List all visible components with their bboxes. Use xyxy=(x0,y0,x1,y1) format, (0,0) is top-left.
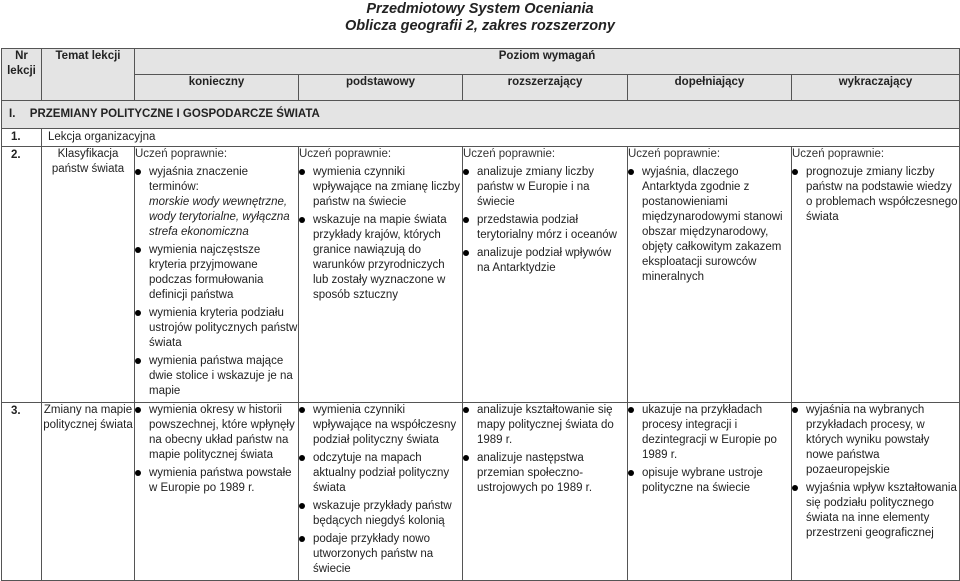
lead-text: Uczeń poprawnie: xyxy=(792,148,885,160)
list-item: wyjaśnia na wybranych przykładach procesy, w których wyniku powstały nowe państwa pozaeuropejskie xyxy=(792,403,959,478)
header-level-wykraczajacy: wykraczający xyxy=(792,75,960,101)
lesson-2-wykraczajacy xyxy=(792,147,960,403)
list-item: ukazuje na przykładach procesy integracji i dezintegracji w Europie po 1989 r. xyxy=(628,403,791,463)
document-subtitle: Oblicza geografii 2, zakres rozszerzony xyxy=(345,18,615,34)
list-item: opisuje wybrane ustroje polityczne na świecie xyxy=(628,466,791,496)
lesson-3-number: 3. xyxy=(2,403,42,581)
bullet-icon xyxy=(463,169,469,175)
list-item: wyjaśnia, dlaczego Antarktyda zgodnie z postanowieniami międzynarodowymi stanowi obszar międzynarodowy, objęty całkowitym zakazem eksploatacji surowców mineralnych xyxy=(628,165,791,285)
header-level-dopelniajacy: dopełniający xyxy=(628,75,792,101)
lesson-3-topic: Zmiany na mapie politycznej świata xyxy=(42,403,135,581)
header-level-rozszerzajacy: rozszerzający xyxy=(463,75,628,101)
list-item: wymienia najczęstsze kryteria przyjmowane podczas formułowania definicji państwa xyxy=(135,243,298,303)
lesson-3-rozszerzajacy xyxy=(463,403,628,581)
bullet-icon xyxy=(135,407,141,413)
bullet-icon xyxy=(299,169,305,175)
bullet-icon xyxy=(299,217,305,223)
lead-text: Uczeń poprawnie: xyxy=(628,148,721,160)
bullet-icon xyxy=(299,536,305,542)
list-item: wyjaśnia wpływ kształtowania się podziału politycznego świata na inne elementy przestrzeni geograficznej xyxy=(792,481,959,541)
section-row xyxy=(2,101,960,129)
bullet-icon xyxy=(135,169,141,175)
lead-text: Uczeń poprawnie: xyxy=(299,148,392,160)
table-row-lesson-3 xyxy=(2,403,960,581)
header-topic: Temat lekcji xyxy=(42,49,135,101)
bullet-icon xyxy=(463,250,469,256)
bullet-icon xyxy=(792,169,798,175)
lesson-3-wykraczajacy xyxy=(792,403,960,581)
bullet-icon xyxy=(628,407,634,413)
lesson-3-dopelniajacy xyxy=(628,403,792,581)
table-row-lesson-1 xyxy=(2,129,960,147)
lesson-2-podstawowy xyxy=(299,147,463,403)
list-item: wyjaśnia znaczenie terminów: morskie wody wewnętrzne, wody terytorialne, wyłączna strefa ekonomiczna xyxy=(135,165,298,240)
bullet-icon xyxy=(792,407,798,413)
section-label: I. xyxy=(9,108,16,120)
bullet-icon xyxy=(628,470,634,476)
lesson-2-rozszerzajacy xyxy=(463,147,628,403)
bullet-icon xyxy=(135,358,141,364)
list-item: wymienia kryteria podziału ustrojów politycznych państw świata xyxy=(135,306,298,351)
bullet-icon xyxy=(463,455,469,461)
bullet-icon xyxy=(135,470,141,476)
lesson-3-konieczny xyxy=(135,403,299,581)
list-item: odczytuje na mapach aktualny podział polityczny świata xyxy=(299,451,462,496)
lead-text: Uczeń poprawnie: xyxy=(463,148,556,160)
bullet-icon xyxy=(463,407,469,413)
header-row-levels xyxy=(2,75,960,101)
list-item: analizuje kształtowanie się mapy politycznej świata do 1989 r. xyxy=(463,403,627,448)
list-item: analizuje podział wpływów na Antarktydzie xyxy=(463,246,627,276)
bullet-icon xyxy=(299,503,305,509)
terms-text: morskie wody wewnętrzne, wody terytorialne, wyłączna strefa ekonomiczna xyxy=(149,196,290,238)
lesson-2-konieczny xyxy=(135,147,299,403)
bullet-icon xyxy=(463,217,469,223)
bullet-icon xyxy=(299,407,305,413)
lesson-2-dopelniajacy xyxy=(628,147,792,403)
bullet-icon xyxy=(628,169,634,175)
lesson-2-topic: Klasyfikacja państw świata xyxy=(42,147,135,403)
list-item: wymienia czynniki wpływające na współczesny podział polityczny świata xyxy=(299,403,462,448)
document-title: Przedmiotowy System Oceniania xyxy=(366,1,594,17)
list-item: prognozuje zmiany liczby państw na podstawie wiedzy o problemach współczesnego świata xyxy=(792,165,959,225)
requirements-table xyxy=(1,48,960,581)
list-item: wskazuje na mapie świata przykłady krajów, których granice nawiązują do warunków przyrodniczych lub zostały wyznaczone w sposób sztuczny xyxy=(299,213,462,303)
list-item: analizuje zmiany liczby państw w Europie i na świecie xyxy=(463,165,627,210)
header-level-podstawowy: podstawowy xyxy=(299,75,463,101)
lesson-1-topic: Lekcja organizacyjna xyxy=(42,129,960,147)
list-item: wymienia czynniki wpływające na zmianę liczby państw na świecie xyxy=(299,165,462,210)
bullet-icon xyxy=(135,310,141,316)
list-item: wymienia okresy w historii powszechnej, które wpłynęły na obecny układ państw na mapie politycznej świata xyxy=(135,403,298,463)
section-title: PRZEMIANY POLITYCZNE I GOSPODARCZE ŚWIATA xyxy=(29,108,320,120)
header-row-group xyxy=(2,49,960,75)
header-level-konieczny: konieczny xyxy=(135,75,299,101)
list-item: wymienia państwa mające dwie stolice i wskazuje je na mapie xyxy=(135,354,298,399)
header-nr: Nr lekcji xyxy=(2,49,42,101)
list-item: podaje przykłady nowo utworzonych państw na świecie xyxy=(299,532,462,577)
bullet-icon xyxy=(135,247,141,253)
lesson-2-number: 2. xyxy=(2,147,42,403)
list-item: wskazuje przykłady państw będących niegdyś kolonią xyxy=(299,499,462,529)
list-item: analizuje następstwa przemian społeczno-ustrojowych po 1989 r. xyxy=(463,451,627,496)
lesson-1-number: 1. xyxy=(2,129,42,147)
lesson-3-podstawowy xyxy=(299,403,463,581)
bullet-icon xyxy=(792,485,798,491)
lead-text: Uczeń poprawnie: xyxy=(135,148,228,160)
table-row-lesson-2 xyxy=(2,147,960,403)
bullet-icon xyxy=(299,455,305,461)
header-level-group: Poziom wymagań xyxy=(135,49,960,75)
list-item: przedstawia podział terytorialny mórz i oceanów xyxy=(463,213,627,243)
list-item: wymienia państwa powstałe w Europie po 1989 r. xyxy=(135,466,298,496)
